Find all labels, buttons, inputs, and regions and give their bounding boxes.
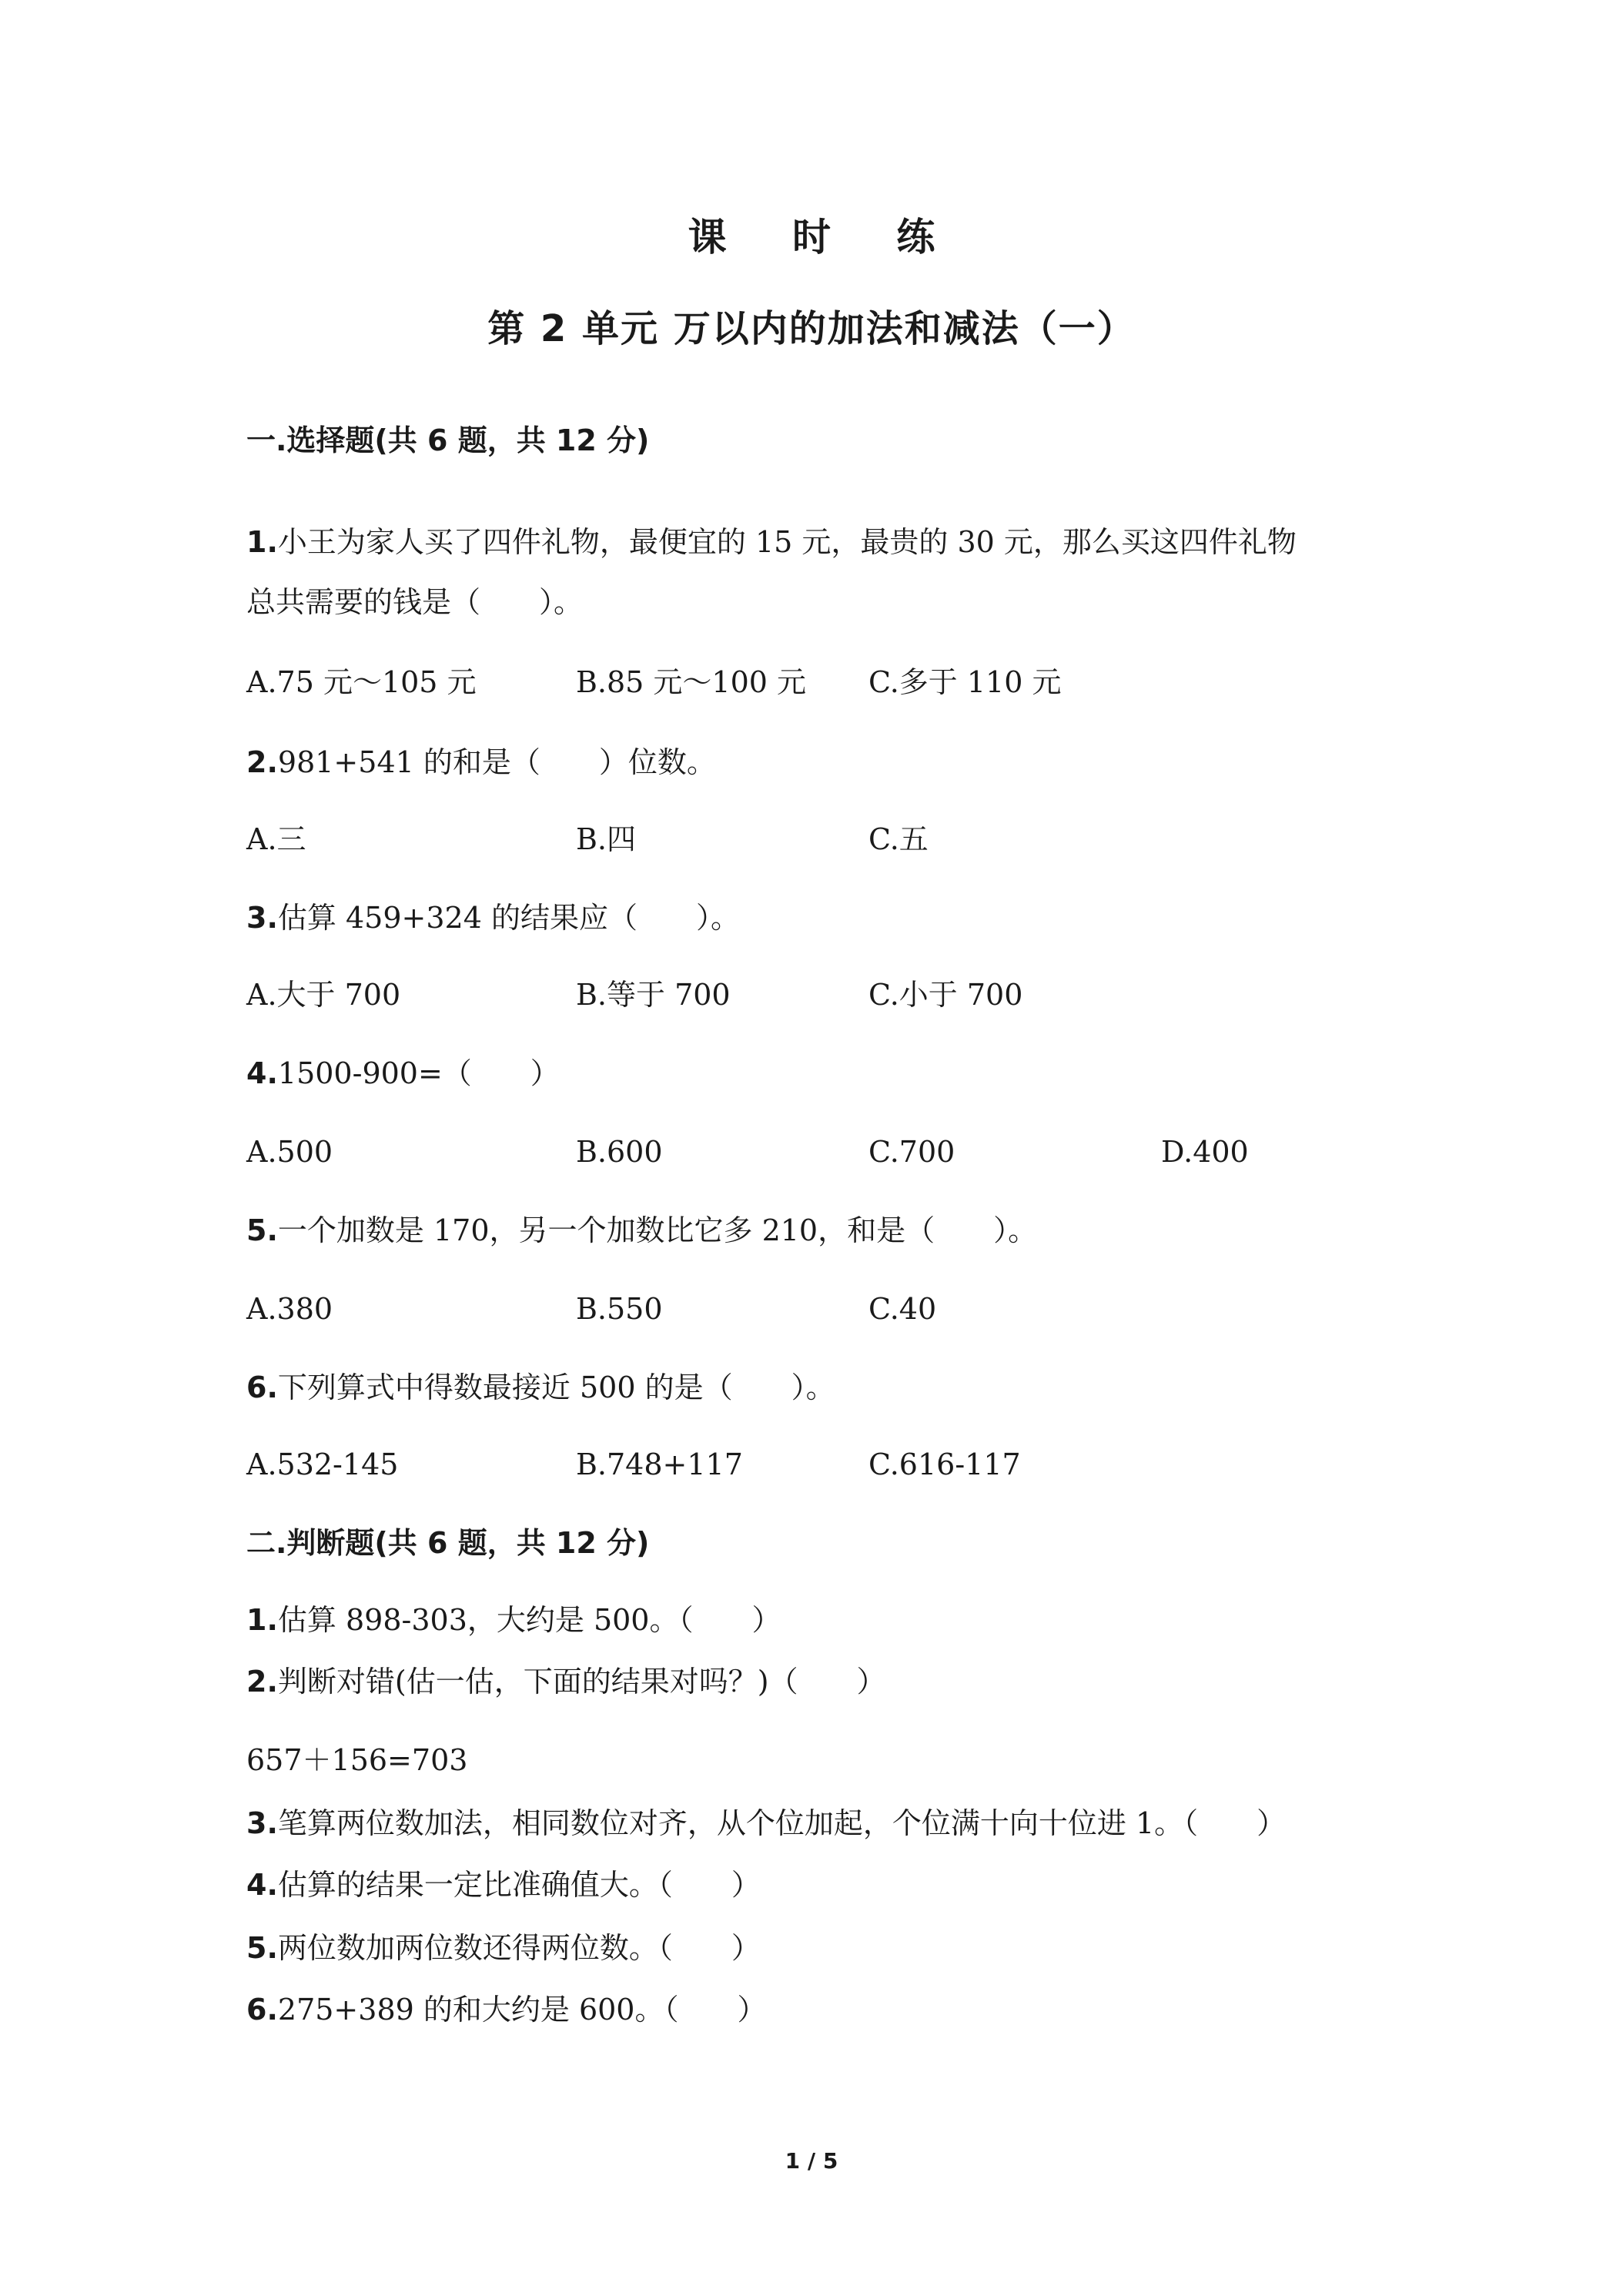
judge-question-4 — [246, 1866, 761, 1903]
question-text: 判断对错(估一估，下面的结果对吗？)（ ） — [277, 1665, 886, 1699]
judge-question-1 — [246, 1602, 781, 1638]
option-c: C.616-117 — [868, 1448, 1021, 1481]
question-number: 3. — [246, 1806, 278, 1840]
question-2 — [246, 744, 716, 781]
question-text: 两位数加两位数还得两位数。（ ） — [277, 1931, 761, 1965]
question-4 — [246, 1055, 560, 1092]
question-number: 6. — [246, 1993, 278, 2027]
question-text: 估算 459+324 的结果应（ ）。 — [277, 901, 740, 935]
question-number: 4. — [246, 1868, 278, 1902]
option-b: B.600 — [576, 1135, 663, 1169]
question-text: 小王为家人买了四件礼物，最便宜的 15 元，最贵的 30 元，那么买这四件礼物 — [277, 525, 1297, 559]
judge-question-5 — [246, 1930, 761, 1966]
option-c: C.五 — [868, 822, 929, 856]
judge-question-3 — [246, 1805, 1286, 1842]
question-number: 6. — [246, 1371, 278, 1404]
question-2-options — [246, 821, 1478, 858]
question-5 — [246, 1212, 1037, 1249]
page-subtitle: 第 2 单元 万以内的加法和减法（一） — [487, 307, 1136, 350]
question-number: 1. — [246, 1603, 278, 1637]
question-1-line1 — [246, 524, 1297, 561]
section-heading-judge: 二.判断题(共 6 题，共 12 分) — [246, 1526, 650, 1560]
option-a: A.大于 700 — [246, 978, 401, 1012]
question-text: 275+389 的和大约是 600。（ ） — [277, 1993, 767, 2027]
option-d: D.400 — [1161, 1135, 1249, 1169]
question-text: 下列算式中得数最接近 500 的是（ ）。 — [277, 1371, 835, 1404]
question-text: 估算的结果一定比准确值大。（ ） — [277, 1868, 761, 1902]
option-c: C.多于 110 元 — [868, 665, 1062, 699]
question-3 — [246, 899, 740, 936]
question-6 — [246, 1369, 835, 1406]
option-a: A.532-145 — [246, 1448, 399, 1481]
option-b: B.85 元～100 元 — [576, 665, 807, 699]
option-b: B.等于 700 — [576, 978, 731, 1012]
judge-question-2 — [246, 1663, 886, 1700]
judge-question-2-expression: 657＋156=703 — [246, 1743, 468, 1777]
option-a: A.三 — [246, 822, 306, 856]
question-4-options — [246, 1133, 1478, 1170]
option-b: B.748+117 — [576, 1448, 743, 1481]
option-a: A.500 — [246, 1135, 333, 1169]
question-text: 981+541 的和是（ ）位数。 — [277, 745, 716, 779]
question-1-options — [246, 664, 1478, 701]
page-title: 课 时 练 — [688, 215, 962, 259]
question-text: 估算 898-303，大约是 500。（ ） — [277, 1603, 781, 1637]
question-number: 1. — [246, 525, 278, 559]
question-5-options — [246, 1290, 1478, 1327]
section-heading-choice: 一.选择题(共 6 题，共 12 分) — [246, 423, 650, 457]
option-a: A.380 — [246, 1292, 333, 1326]
question-1-line2: 总共需要的钱是（ ）。 — [246, 585, 584, 619]
question-number: 2. — [246, 745, 278, 779]
page-indicator: 1 / 5 — [785, 2148, 838, 2174]
option-b: B.四 — [576, 822, 637, 856]
question-text: 笔算两位数加法，相同数位对齐，从个位加起，个位满十向十位进 1。（ ） — [277, 1806, 1287, 1840]
question-number: 5. — [246, 1213, 278, 1247]
option-c: C.小于 700 — [868, 978, 1023, 1012]
option-c: C.40 — [868, 1292, 937, 1326]
question-6-options — [246, 1446, 1478, 1483]
question-number: 2. — [246, 1665, 278, 1699]
question-number: 3. — [246, 901, 278, 935]
option-b: B.550 — [576, 1292, 663, 1326]
question-number: 4. — [246, 1056, 278, 1090]
option-a: A.75 元～105 元 — [246, 665, 477, 699]
question-3-options — [246, 976, 1478, 1013]
option-c: C.700 — [868, 1135, 955, 1169]
question-text: 一个加数是 170，另一个加数比它多 210，和是（ ）。 — [277, 1213, 1038, 1247]
judge-question-6 — [246, 1991, 766, 2028]
question-number: 5. — [246, 1931, 278, 1965]
question-text: 1500-900=（ ） — [277, 1056, 560, 1090]
